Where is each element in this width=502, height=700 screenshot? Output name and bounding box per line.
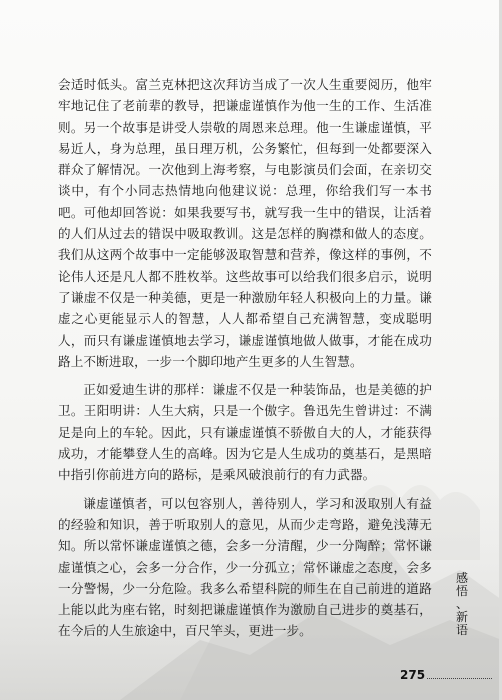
section-label-char: 感 <box>455 571 468 585</box>
body-text <box>58 74 432 642</box>
dotted-leader <box>427 671 492 679</box>
page-footer <box>400 668 492 682</box>
paragraph: 会适时低头。富兰克林把这次拜访当成了一次人生重要阅历，他牢牢地记住了老前辈的教导，把谦虚谨慎作为他一生的工作、生活准则。另一个故事是讲受人崇敬的周恩来总理。他一生谦虚谨慎，平易近人，身为总理，虽日理万机，公务繁忙，但每到一处都要深入群众了解情况。一次他到上海考察，与电影演员们会面，在亲切交谈中，有个小同志热情地向他建议说：总理，你给我们写一本书吧。可他却回答说：如果我要写书，就写我一生中的错误，让活着的人们从过去的错误中吸取教训。这是怎样的胸襟和做人的态度。我们从这两个故事中一定能够汲取智慧和营养，像这样的事例，不论伟人还是凡人都不胜枚举。这些故事可以给我们很多启示，说明了谦虚不仅是一种美德，更是一种激励年轻人积极向上的力量。谦虚之心更能显示人的智慧，人人都希望自己充满智慧，变成聪明人，而只有谦虚谨慎地去学习，谦虚谨慎地做人做事，才能在成功路上不断进取，一步一个脚印地产生更多的人生智慧。 <box>58 77 432 369</box>
page-number: 275 <box>400 668 426 682</box>
section-label-char: 、 <box>455 597 468 611</box>
section-label <box>451 572 473 637</box>
paragraph: 谦虚谨慎者，可以包容别人，善待别人，学习和汲取别人有益的经验和知识，善于听取别人的意见，从而少走弯路，避免浅薄无知。所以常怀谦虚谨慎之德，会多一分清醒，少一分陶醉；常怀谦虚谨慎之心，会多一分合作，少一分孤立；常怀谦虚之态度，会多一分警惕，少一分危险。我多么希望科院的师生在自己前进的道路上能以此为座右铭，时刻把谦虚谨慎作为激励自己进步的奠基石，在今后的人生旅途中，百尺竿头，更进一步。 <box>58 495 432 639</box>
section-label-char: 悟 <box>455 584 468 598</box>
paragraph: 正如爱迪生讲的那样：谦虚不仅是一种装饰品，也是美德的护卫。王阳明讲：人生大病，只是一个傲字。鲁迅先生曾讲过：不满足是向上的车轮。因此，只有谦虚谨慎不骄傲自大的人，才能获得成功，才能攀登人生的高峰。因为它是人生成功的奠基石，是黑暗中指引你前进方向的路标，是乘风破浪前行的有力武器。 <box>58 382 432 483</box>
section-label-char: 语 <box>455 623 468 637</box>
section-label-char: 新 <box>455 610 468 624</box>
